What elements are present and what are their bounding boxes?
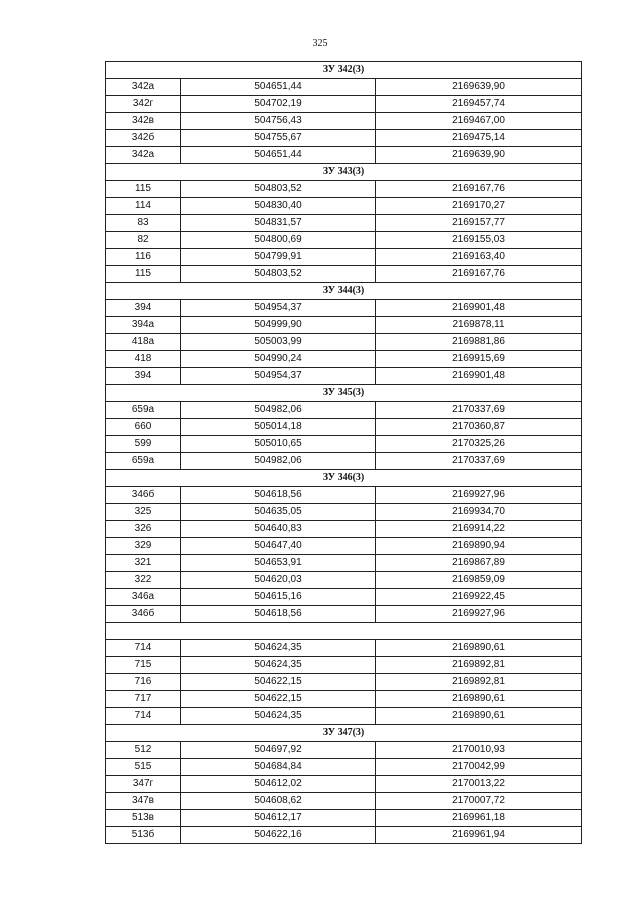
cell-x: 504651,44 — [181, 79, 376, 96]
cell-y: 2169890,61 — [376, 708, 582, 725]
cell-x: 504954,37 — [181, 300, 376, 317]
table-row — [106, 147, 582, 164]
cell-x: 504635,05 — [181, 504, 376, 521]
cell-y: 2169167,76 — [376, 266, 582, 283]
cell-point: 660 — [106, 419, 181, 436]
cell-y: 2169170,27 — [376, 198, 582, 215]
table-row — [106, 555, 582, 572]
cell-point: 326 — [106, 521, 181, 538]
table-row — [106, 793, 582, 810]
coordinates-table — [105, 61, 582, 844]
table-row — [106, 300, 582, 317]
table-row — [106, 215, 582, 232]
cell-x: 504954,37 — [181, 368, 376, 385]
cell-y: 2169961,94 — [376, 827, 582, 844]
cell-x: 504684,84 — [181, 759, 376, 776]
table-row — [106, 113, 582, 130]
cell-point: 394 — [106, 300, 181, 317]
section-header-row — [106, 62, 582, 79]
cell-x: 504830,40 — [181, 198, 376, 215]
cell-x: 504624,35 — [181, 708, 376, 725]
section-title: ЗУ 342(3) — [106, 62, 582, 79]
cell-point: 342г — [106, 96, 181, 113]
cell-y: 2169163,40 — [376, 249, 582, 266]
cell-y: 2170337,69 — [376, 402, 582, 419]
cell-point: 659а — [106, 402, 181, 419]
cell-x: 504647,40 — [181, 538, 376, 555]
cell-point: 329 — [106, 538, 181, 555]
cell-x: 504800,69 — [181, 232, 376, 249]
cell-point: 716 — [106, 674, 181, 691]
section-header-row — [106, 164, 582, 181]
cell-x: 504612,02 — [181, 776, 376, 793]
cell-x: 504624,35 — [181, 657, 376, 674]
section-title: ЗУ 343(3) — [106, 164, 582, 181]
cell-point: 346б — [106, 487, 181, 504]
cell-point: 342в — [106, 113, 181, 130]
cell-x: 504640,83 — [181, 521, 376, 538]
cell-x: 504799,91 — [181, 249, 376, 266]
cell-y: 2170013,22 — [376, 776, 582, 793]
cell-x: 504618,56 — [181, 487, 376, 504]
cell-x: 504618,56 — [181, 606, 376, 623]
cell-point: 513в — [106, 810, 181, 827]
cell-x: 504622,15 — [181, 691, 376, 708]
section-title: ЗУ 344(3) — [106, 283, 582, 300]
cell-y: 2169457,74 — [376, 96, 582, 113]
cell-point: 346а — [106, 589, 181, 606]
cell-point: 715 — [106, 657, 181, 674]
cell-point: 394а — [106, 317, 181, 334]
cell-point: 325 — [106, 504, 181, 521]
table-row — [106, 266, 582, 283]
cell-y: 2170007,72 — [376, 793, 582, 810]
cell-x: 504653,91 — [181, 555, 376, 572]
table-row — [106, 368, 582, 385]
table-row — [106, 827, 582, 844]
table-row — [106, 232, 582, 249]
cell-y: 2170325,26 — [376, 436, 582, 453]
cell-point: 342а — [106, 79, 181, 96]
cell-y: 2169901,48 — [376, 368, 582, 385]
table-row — [106, 351, 582, 368]
table-row — [106, 708, 582, 725]
cell-y: 2169157,77 — [376, 215, 582, 232]
table-row — [106, 198, 582, 215]
cell-x: 504620,03 — [181, 572, 376, 589]
cell-x: 504803,52 — [181, 266, 376, 283]
cell-y: 2169639,90 — [376, 79, 582, 96]
table-row — [106, 436, 582, 453]
cell-point: 114 — [106, 198, 181, 215]
table-row — [106, 521, 582, 538]
cell-point: 512 — [106, 742, 181, 759]
cell-point: 321 — [106, 555, 181, 572]
cell-y: 2169892,81 — [376, 657, 582, 674]
cell-point: 714 — [106, 708, 181, 725]
cell-x: 504990,24 — [181, 351, 376, 368]
table-row — [106, 79, 582, 96]
cell-point: 82 — [106, 232, 181, 249]
cell-y: 2169867,89 — [376, 555, 582, 572]
cell-x: 504982,06 — [181, 402, 376, 419]
cell-point: 115 — [106, 266, 181, 283]
cell-point: 418а — [106, 334, 181, 351]
table-row — [106, 96, 582, 113]
cell-y: 2169878,11 — [376, 317, 582, 334]
cell-y: 2170337,69 — [376, 453, 582, 470]
cell-point: 714 — [106, 640, 181, 657]
table-row — [106, 487, 582, 504]
section-title: ЗУ 345(3) — [106, 385, 582, 402]
section-title: ЗУ 347(3) — [106, 725, 582, 742]
cell-point: 513б — [106, 827, 181, 844]
cell-x: 505014,18 — [181, 419, 376, 436]
cell-x: 504999,90 — [181, 317, 376, 334]
table-row — [106, 640, 582, 657]
cell-x: 504982,06 — [181, 453, 376, 470]
table-row — [106, 674, 582, 691]
table-row — [106, 334, 582, 351]
table-row — [106, 130, 582, 147]
table-row — [106, 453, 582, 470]
cell-y: 2169915,69 — [376, 351, 582, 368]
cell-x: 505003,99 — [181, 334, 376, 351]
section-title — [106, 623, 582, 640]
cell-x: 504831,57 — [181, 215, 376, 232]
cell-x: 504622,16 — [181, 827, 376, 844]
cell-point: 322 — [106, 572, 181, 589]
cell-point: 346б — [106, 606, 181, 623]
cell-x: 504702,19 — [181, 96, 376, 113]
cell-point: 342а — [106, 147, 181, 164]
table-row — [106, 504, 582, 521]
cell-point: 659а — [106, 453, 181, 470]
cell-y: 2169901,48 — [376, 300, 582, 317]
cell-y: 2169927,96 — [376, 606, 582, 623]
cell-y: 2169475,14 — [376, 130, 582, 147]
table-row — [106, 606, 582, 623]
cell-y: 2169890,61 — [376, 640, 582, 657]
table-row — [106, 538, 582, 555]
cell-x: 504608,62 — [181, 793, 376, 810]
cell-y: 2169155,03 — [376, 232, 582, 249]
cell-y: 2169914,22 — [376, 521, 582, 538]
cell-y: 2169890,94 — [376, 538, 582, 555]
table-row — [106, 776, 582, 793]
cell-point: 717 — [106, 691, 181, 708]
table-row — [106, 589, 582, 606]
cell-y: 2169467,00 — [376, 113, 582, 130]
cell-x: 504803,52 — [181, 181, 376, 198]
cell-y: 2169934,70 — [376, 504, 582, 521]
cell-x: 504756,43 — [181, 113, 376, 130]
table-row — [106, 759, 582, 776]
cell-y: 2169892,81 — [376, 674, 582, 691]
section-header-row — [106, 623, 582, 640]
section-header-row — [106, 470, 582, 487]
cell-y: 2169859,09 — [376, 572, 582, 589]
cell-point: 394 — [106, 368, 181, 385]
table-row — [106, 572, 582, 589]
table-row — [106, 657, 582, 674]
section-header-row — [106, 385, 582, 402]
table-row — [106, 691, 582, 708]
cell-x: 504697,92 — [181, 742, 376, 759]
cell-y: 2169961,18 — [376, 810, 582, 827]
coordinates-table-body — [106, 62, 582, 844]
cell-point: 116 — [106, 249, 181, 266]
cell-y: 2169922,45 — [376, 589, 582, 606]
cell-y: 2169881,86 — [376, 334, 582, 351]
cell-x: 504622,15 — [181, 674, 376, 691]
table-row — [106, 181, 582, 198]
cell-y: 2170360,87 — [376, 419, 582, 436]
cell-point: 599 — [106, 436, 181, 453]
section-header-row — [106, 283, 582, 300]
cell-y: 2170010,93 — [376, 742, 582, 759]
section-title: ЗУ 346(3) — [106, 470, 582, 487]
table-row — [106, 742, 582, 759]
cell-y: 2170042,99 — [376, 759, 582, 776]
cell-point: 418 — [106, 351, 181, 368]
cell-x: 504615,16 — [181, 589, 376, 606]
cell-y: 2169167,76 — [376, 181, 582, 198]
cell-y: 2169890,61 — [376, 691, 582, 708]
cell-x: 505010,65 — [181, 436, 376, 453]
cell-point: 83 — [106, 215, 181, 232]
cell-y: 2169927,96 — [376, 487, 582, 504]
cell-y: 2169639,90 — [376, 147, 582, 164]
cell-point: 515 — [106, 759, 181, 776]
cell-x: 504651,44 — [181, 147, 376, 164]
table-row — [106, 317, 582, 334]
section-header-row — [106, 725, 582, 742]
cell-x: 504755,67 — [181, 130, 376, 147]
cell-point: 342б — [106, 130, 181, 147]
page-number: 325 — [312, 38, 328, 49]
cell-x: 504624,35 — [181, 640, 376, 657]
cell-point: 347в — [106, 793, 181, 810]
table-row — [106, 402, 582, 419]
table-row — [106, 810, 582, 827]
cell-x: 504612,17 — [181, 810, 376, 827]
table-row — [106, 249, 582, 266]
cell-point: 347г — [106, 776, 181, 793]
cell-point: 115 — [106, 181, 181, 198]
table-row — [106, 419, 582, 436]
